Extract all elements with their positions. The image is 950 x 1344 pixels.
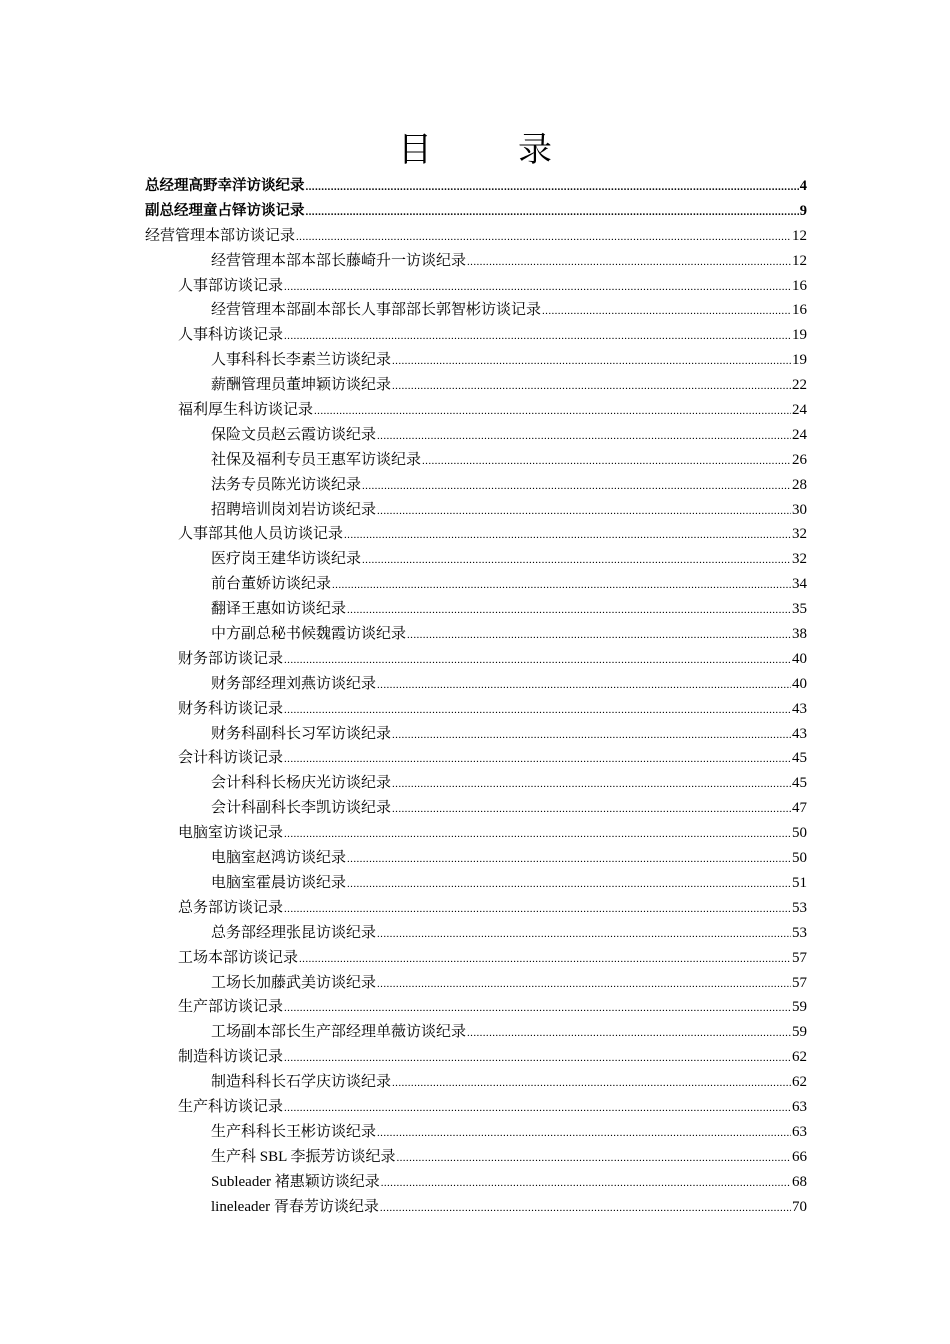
toc-entry-label: 财务科访谈记录 — [178, 700, 284, 717]
toc-entry-label: 社保及福利专员王惠军访谈纪录 — [211, 451, 422, 468]
toc-entry-page-number: 19 — [792, 327, 807, 344]
toc-entry-label: 福利厚生科访谈记录 — [178, 402, 314, 419]
toc-entry-label: 保险文员赵云霞访谈纪录 — [211, 426, 377, 443]
toc-entry-label: 财务部经理刘燕访谈纪录 — [211, 675, 377, 692]
toc-entry-label: 生产科访谈记录 — [178, 1098, 284, 1115]
toc-title: 目 录 — [398, 130, 578, 170]
toc-entry-page-number: 32 — [792, 551, 807, 568]
toc-entry-page-number: 62 — [792, 1074, 807, 1091]
toc-entry[interactable] — [145, 946, 807, 971]
toc-entry-label: 招聘培训岗刘岩访谈纪录 — [211, 501, 377, 518]
toc-dot-leader — [332, 573, 791, 598]
toc-entry-page-number: 43 — [792, 700, 807, 717]
toc-entry-page-number: 43 — [792, 725, 807, 742]
toc-entry-label: 人事部其他人员访谈记录 — [178, 526, 344, 543]
toc-entry-page-number: 53 — [792, 899, 807, 916]
toc-entry[interactable] — [145, 498, 807, 523]
toc-entry-label: 总务部经理张昆访谈纪录 — [211, 924, 377, 941]
toc-entry[interactable] — [145, 298, 807, 323]
toc-entry-label: 人事科访谈记录 — [178, 327, 284, 344]
toc-entry-label: 生产科科长王彬访谈纪录 — [211, 1123, 377, 1140]
toc-entry[interactable] — [145, 796, 807, 821]
toc-dot-leader — [344, 523, 791, 548]
toc-dot-leader — [362, 548, 791, 573]
toc-entry-label: 前台董娇访谈纪录 — [211, 576, 332, 593]
toc-entry-page-number: 12 — [792, 227, 807, 244]
toc-entry[interactable] — [145, 971, 807, 996]
toc-dot-leader — [284, 648, 791, 673]
toc-entry[interactable] — [145, 722, 807, 747]
toc-entry[interactable] — [145, 224, 807, 249]
toc-entry-label: 工场本部访谈记录 — [178, 949, 299, 966]
toc-entry[interactable] — [145, 423, 807, 448]
toc-entry-label: 总经理高野幸洋访谈纪录 — [145, 178, 305, 194]
toc-entry-label: 人事部访谈记录 — [178, 277, 284, 294]
toc-entry-page-number: 66 — [792, 1148, 807, 1165]
toc-entry[interactable] — [145, 348, 807, 373]
toc-dot-leader — [284, 275, 791, 300]
toc-entry-label: 会计科副科长李凯访谈纪录 — [211, 800, 392, 817]
toc-entry[interactable] — [145, 871, 807, 896]
toc-dot-leader — [377, 673, 791, 698]
toc-entry-page-number: 34 — [792, 576, 807, 593]
toc-dot-leader — [284, 822, 791, 847]
toc-dot-leader — [467, 250, 791, 275]
toc-entry[interactable] — [145, 896, 807, 921]
toc-dot-leader — [392, 349, 791, 374]
toc-entry-page-number: 57 — [792, 974, 807, 991]
toc-entry-label: 电脑室访谈记录 — [178, 825, 284, 842]
toc-dot-leader — [284, 747, 791, 772]
toc-entry-page-number: 51 — [792, 874, 807, 891]
toc-dot-leader — [296, 225, 791, 250]
toc-dot-leader — [377, 499, 791, 524]
toc-entry[interactable] — [145, 323, 807, 348]
toc-entry-page-number: 57 — [792, 949, 807, 966]
toc-entry-label: 会计科科长杨庆光访谈纪录 — [211, 775, 392, 792]
toc-entry-page-number: 53 — [792, 924, 807, 941]
toc-entry-label: 生产部访谈记录 — [178, 999, 284, 1016]
toc-entry-label: 人事科科长李素兰访谈纪录 — [211, 352, 392, 369]
toc-entry-label: 翻译王惠如访谈纪录 — [211, 601, 347, 618]
toc-dot-leader — [381, 1171, 791, 1196]
toc-dot-leader — [422, 449, 791, 474]
toc-entry[interactable] — [145, 199, 807, 224]
toc-entry[interactable] — [145, 921, 807, 946]
table-of-contents — [145, 174, 807, 1219]
toc-dot-leader — [380, 1196, 791, 1221]
toc-dot-leader — [362, 474, 791, 499]
toc-entry-label: 工场长加藤武美访谈纪录 — [211, 974, 377, 991]
toc-entry-page-number: 47 — [792, 800, 807, 817]
toc-entry-page-number: 24 — [792, 426, 807, 443]
toc-entry[interactable] — [145, 1120, 807, 1145]
toc-entry-label: 电脑室赵鸿访谈纪录 — [211, 850, 347, 867]
toc-dot-leader — [347, 872, 791, 897]
toc-entry[interactable] — [145, 1195, 807, 1220]
toc-entry-page-number: 45 — [792, 750, 807, 767]
toc-entry-page-number: 16 — [792, 277, 807, 294]
toc-entry-page-number: 59 — [792, 1024, 807, 1041]
toc-entry-page-number: 38 — [792, 626, 807, 643]
toc-entry-label: 总务部访谈记录 — [178, 899, 284, 916]
toc-entry[interactable] — [145, 995, 807, 1020]
toc-entry[interactable] — [145, 473, 807, 498]
toc-entry[interactable] — [145, 1170, 807, 1195]
toc-entry-label: 财务科副科长习军访谈纪录 — [211, 725, 392, 742]
toc-entry-label: 薪酬管理员董坤颖访谈纪录 — [211, 377, 392, 394]
toc-dot-leader — [284, 324, 791, 349]
toc-entry-page-number: 12 — [792, 252, 807, 269]
toc-entry[interactable] — [145, 373, 807, 398]
toc-dot-leader — [377, 1121, 791, 1146]
toc-entry[interactable] — [145, 697, 807, 722]
toc-entry-label: 财务部访谈记录 — [178, 650, 284, 667]
toc-dot-leader — [407, 623, 791, 648]
toc-dot-leader — [306, 200, 799, 225]
toc-entry-page-number: 63 — [792, 1098, 807, 1115]
toc-entry-page-number: 40 — [792, 675, 807, 692]
toc-dot-leader — [392, 374, 791, 399]
toc-dot-leader — [392, 1071, 791, 1096]
toc-entry-page-number: 50 — [792, 850, 807, 867]
toc-entry[interactable] — [145, 821, 807, 846]
toc-dot-leader — [377, 424, 791, 449]
toc-entry-label: 电脑室霍晨访谈纪录 — [211, 874, 347, 891]
toc-entry-page-number: 28 — [792, 476, 807, 493]
toc-entry[interactable] — [145, 846, 807, 871]
toc-entry-label: 会计科访谈记录 — [178, 750, 284, 767]
toc-entry[interactable] — [145, 672, 807, 697]
toc-dot-leader — [347, 598, 791, 623]
toc-entry-label: Subleader 褚惠颖访谈纪录 — [211, 1173, 380, 1190]
toc-entry[interactable] — [145, 1095, 807, 1120]
toc-entry-page-number: 26 — [792, 451, 807, 468]
toc-entry-page-number: 19 — [792, 352, 807, 369]
toc-dot-leader — [392, 772, 791, 797]
toc-entry-page-number: 30 — [792, 501, 807, 518]
toc-entry-page-number: 45 — [792, 775, 807, 792]
toc-entry-page-number: 70 — [792, 1198, 807, 1215]
toc-entry-label: 经营管理本部访谈记录 — [145, 227, 296, 244]
toc-entry-page-number: 32 — [792, 526, 807, 543]
toc-entry[interactable] — [145, 771, 807, 796]
toc-entry-page-number: 4 — [799, 178, 807, 194]
toc-entry-label: 经营管理本部副本部长人事部部长郭智彬访谈记录 — [211, 302, 542, 319]
toc-entry[interactable] — [145, 1020, 807, 1045]
toc-dot-leader — [314, 399, 791, 424]
toc-entry-label: 经营管理本部本部长藤崎升一访谈纪录 — [211, 252, 467, 269]
toc-entry-page-number: 24 — [792, 402, 807, 419]
toc-entry-label: 副总经理童占铎访谈记录 — [145, 202, 305, 219]
toc-entry-page-number: 9 — [799, 202, 807, 219]
toc-entry-label: lineleader 胥春芳访谈纪录 — [211, 1198, 379, 1215]
toc-dot-leader — [306, 175, 799, 200]
toc-entry[interactable] — [145, 647, 807, 672]
toc-entry-page-number: 40 — [792, 650, 807, 667]
toc-entry-page-number: 68 — [792, 1173, 807, 1190]
toc-dot-leader — [377, 972, 791, 997]
toc-entry[interactable] — [145, 597, 807, 622]
toc-entry-page-number: 50 — [792, 825, 807, 842]
toc-dot-leader — [542, 299, 791, 324]
toc-entry[interactable] — [145, 522, 807, 547]
toc-entry[interactable] — [145, 249, 807, 274]
toc-entry-label: 法务专员陈光访谈纪录 — [211, 476, 362, 493]
toc-entry-page-number: 59 — [792, 999, 807, 1016]
toc-dot-leader — [284, 1096, 791, 1121]
toc-dot-leader — [284, 996, 791, 1021]
toc-dot-leader — [284, 897, 791, 922]
toc-entry[interactable] — [145, 746, 807, 771]
toc-dot-leader — [299, 947, 791, 972]
toc-entry-label: 制造科访谈记录 — [178, 1049, 284, 1066]
toc-dot-leader — [284, 1046, 791, 1071]
toc-entry-label: 制造科科长石学庆访谈纪录 — [211, 1074, 392, 1091]
toc-entry[interactable] — [145, 1145, 807, 1170]
toc-entry[interactable] — [145, 1045, 807, 1070]
toc-entry[interactable] — [145, 398, 807, 423]
toc-dot-leader — [377, 922, 791, 947]
toc-entry[interactable] — [145, 547, 807, 572]
toc-entry[interactable] — [145, 274, 807, 299]
toc-entry-label: 工场副本部长生产部经理单薇访谈纪录 — [211, 1024, 467, 1041]
toc-entry[interactable] — [145, 448, 807, 473]
toc-entry-label: 生产科 SBL 李振芳访谈纪录 — [211, 1148, 396, 1165]
toc-dot-leader — [284, 698, 791, 723]
toc-entry[interactable] — [145, 572, 807, 597]
toc-entry-page-number: 22 — [792, 377, 807, 394]
toc-entry[interactable] — [145, 1070, 807, 1095]
toc-dot-leader — [392, 797, 791, 822]
toc-entry-page-number: 16 — [792, 302, 807, 319]
toc-dot-leader — [396, 1146, 791, 1171]
toc-dot-leader — [347, 847, 791, 872]
toc-dot-leader — [392, 723, 791, 748]
toc-entry-page-number: 63 — [792, 1123, 807, 1140]
toc-entry-page-number: 62 — [792, 1049, 807, 1066]
toc-entry[interactable] — [145, 622, 807, 647]
toc-entry-label: 中方副总秘书候魏霞访谈纪录 — [211, 626, 407, 643]
toc-entry-label: 医疗岗王建华访谈纪录 — [211, 551, 362, 568]
toc-dot-leader — [467, 1021, 791, 1046]
toc-entry[interactable] — [145, 174, 807, 199]
toc-entry-page-number: 35 — [792, 601, 807, 618]
